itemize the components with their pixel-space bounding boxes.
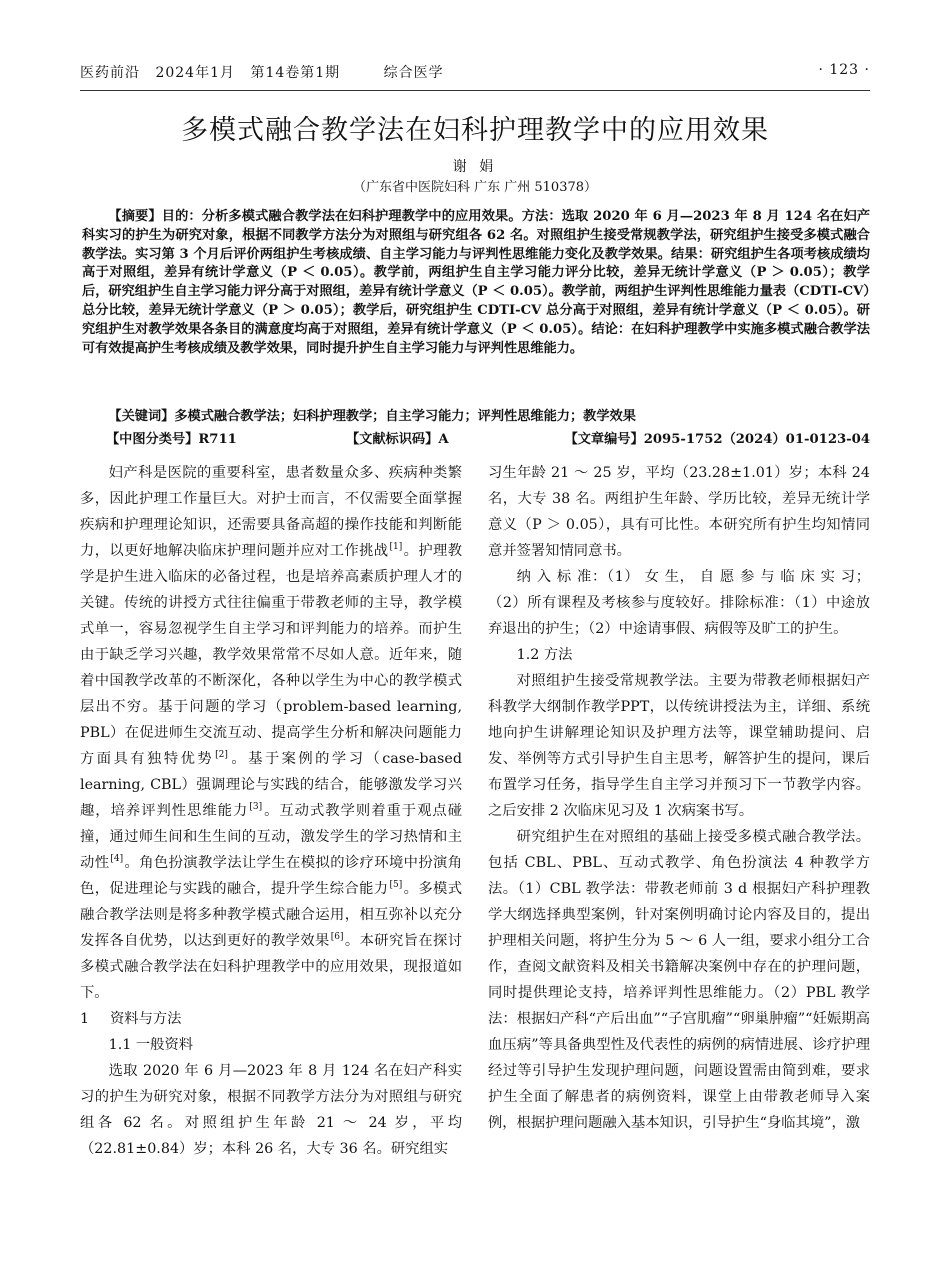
journal-name: 医药前沿	[80, 65, 140, 81]
citation: [3]	[249, 802, 263, 812]
affiliation: （广东省中医院妇科 广东 广州 510378）	[352, 180, 598, 195]
document-code: 【文献标识码】A	[346, 432, 449, 447]
abstract-label: 【摘要】	[108, 209, 162, 224]
citation: [2]	[215, 750, 228, 760]
left-column	[80, 460, 462, 1162]
clc-number: 【中图分类号】R711	[106, 432, 237, 447]
method-paragraph: 对照组护生接受常规教学法。主要为带教老师根据妇产科教学大纲制作教学PPT，以传统讲授法为主，详细、系统地向护生讲解理论知识及护理方法等，课堂辅助提问、启发、举例等方式引导护生自主思考，解答护生的提问，课后布置学习任务，指导学生自主学习并预习下一节教学内容。之后安排 2 次临床见习及 1 次病案书写。	[488, 673, 870, 819]
right-column	[488, 460, 870, 1136]
volume-issue: 第14卷第1期	[250, 65, 341, 81]
header-rule	[80, 90, 870, 91]
method-paragraph: 研究组护生在对照组的基础上接受多模式融合教学法。包括 CBL、PBL、互动式教学、角色扮演法 4 种教学方法。（1）CBL 教学法：带教老师前 3 d 根据妇产科护理教学大纲选择典型案例，针对案例明确讨论内容及目的，提出护理相关问题，将护生分为 5 ～ 6 人一组，要求小组分工合作，查阅文献资料及相关书籍解决案例中存在的护理问题，同时提供理论支持，培养评判性思维能力。（2）PBL 教学法：根据妇产科“产后出血”“子宫肌瘤”“卵巢肿瘤”“妊娠期高血压病”等具备典型性及代表性的病例的病情进展、诊疗护理经过等引导护生发现护理问题，问题设置需由简到难，要求护生全面了解患者的病例资料，课堂上由带教老师导入案例，根据护理问题融入基本知识，引导护生“身临其境”，激	[488, 829, 870, 1131]
general-data-continued: 习生年龄 21 ～ 25 岁，平均（23.28±1.01）岁；本科 24 名，大专 38 名。两组护生年龄、学历比较，差异无统计学意义（P ＞ 0.05），具有可比性。本研究所有护生均知情同意并签署知情同意书。	[488, 465, 870, 559]
citation: [4]	[110, 854, 124, 864]
subsection-heading: 1.1 一般资料	[108, 1037, 194, 1053]
citation: [5]	[389, 880, 403, 890]
article-title: 多模式融合教学法在妇科护理教学中的应用效果	[181, 115, 769, 146]
issue-date: 2024年1月	[155, 65, 235, 81]
citation: [1]	[389, 542, 403, 552]
criteria-paragraph: 纳 入 标 准：（1） 女 生， 自 愿 参 与 临 床 实 习；（2）所有课程及考核参与度较好。排除标准：（1）中途放弃退出的护生；（2）中途请事假、病假等及旷工的护生。	[488, 569, 870, 637]
intro-paragraph: 妇产科是医院的重要科室，患者数量众多、疾病种类繁多，因此护理工作量巨大。对护士而言，不仅需要全面掌握疾病和护理理论知识，还需要具备高超的操作技能和判断能力，以更好地解决临床护理问题并应对工作挑战[1]。护理教学是护生进入临床的必备过程，也是培养高素质护理人才的关键。传统的讲授方式往往偏重于带教老师的主导，教学模式单一，容易忽视学生自主学习和评判能力的培养。而护生由于缺乏学习兴趣，教学效果常常不尽如人意。近年来，随着中国教学改革的不断深化，各种以学生为中心的教学模式层出不穷。基于问题的学习（problem-based learning, PBL）在促进师生交流互动、提高学生分析和解决问题能力方面具有独特优势[2]。基于案例的学习（case-based learning, CBL）强调理论与实践的结合，能够激发学习兴趣，培养评判性思维能力[3]。互动式教学则着重于观点碰撞，通过师生间和生生间的互动，激发学生的学习热情和主动性[4]。角色扮演教学法让学生在模拟的诊疗环境中扮演角色，促进理论与实践的融合，提升学生综合能力[5]。多模式融合教学法则是将多种教学模式融合运用，相互弥补以充分发挥各自优势，以达到更好的教学效果[6]。本研究旨在探讨多模式融合教学法在妇科护理教学中的应用效果，现报道如下。	[80, 465, 463, 1001]
running-header	[80, 62, 870, 86]
abstract	[82, 208, 870, 358]
section-heading: 1 资料与方法	[80, 1011, 182, 1027]
page-number: · 123 ·	[818, 62, 870, 78]
citation: [6]	[330, 932, 344, 942]
subsection-heading: 1.2 方法	[516, 647, 573, 663]
running-header-left	[80, 62, 454, 82]
keywords-text: 多模式融合教学法；妇科护理教学；自主学习能力；评判性思维能力；教学效果	[174, 409, 636, 424]
section-name: 综合医学	[383, 65, 444, 81]
abstract-text: 目的：分析多模式融合教学法在妇科护理教学中的应用效果。方法：选取 2020 年 6 月—2023 年 8 月 124 名在妇产科实习的护生为研究对象，根据不同教学方法分为对照组与研究组各 62 名。对照组护生接受常规教学法，研究组护生接受多模式融合教学法。实习第 3 个月后评价两组护生考核成绩、自主学习能力与评判性思维能力变化及教学效果。结果：研究组护生各项考核成绩均高于对照组，差异有统计学意义（P ＜ 0.05）。教学前，两组护生自主学习能力评分比较，差异无统计学意义（P ＞ 0.05）；教学后，研究组护生自主学习能力评分高于对照组，差异有统计学意义（P ＜ 0.05）。教学前，两组护生评判性思维能力量表（CDTI-CV）总分比较，差异无统计学意义（P ＞ 0.05）；教学后，研究组护生 CDTI-CV 总分高于对照组，差异有统计学意义（P ＜ 0.05）。研究组护生对教学效果各条目的满意度均高于对照组，差异有统计学意义（P ＜ 0.05）。结论：在妇科护理教学中实施多模式融合教学法可有效提高护生考核成绩及教学效果，同时提升护生自主学习能力与评判性思维能力。	[82, 209, 871, 356]
article-number: 【文章编号】2095-1752（2024）01-0123-04	[564, 432, 870, 447]
classification-line	[80, 428, 870, 448]
abstract-paragraph	[82, 208, 870, 358]
keywords-label: 【关键词】	[108, 409, 175, 424]
author: 谢 娟	[452, 159, 498, 175]
keywords	[82, 405, 870, 424]
general-data-paragraph: 选取 2020 年 6 月—2023 年 8 月 124 名在妇产科实习的护生为研究对象，根据不同教学方法分为对照组与研究组各 62 名。对照组护生年龄 21 ～ 24 岁，平均（22.81±0.84）岁；本科 26 名，大专 36 名。研究组实	[80, 1063, 462, 1157]
